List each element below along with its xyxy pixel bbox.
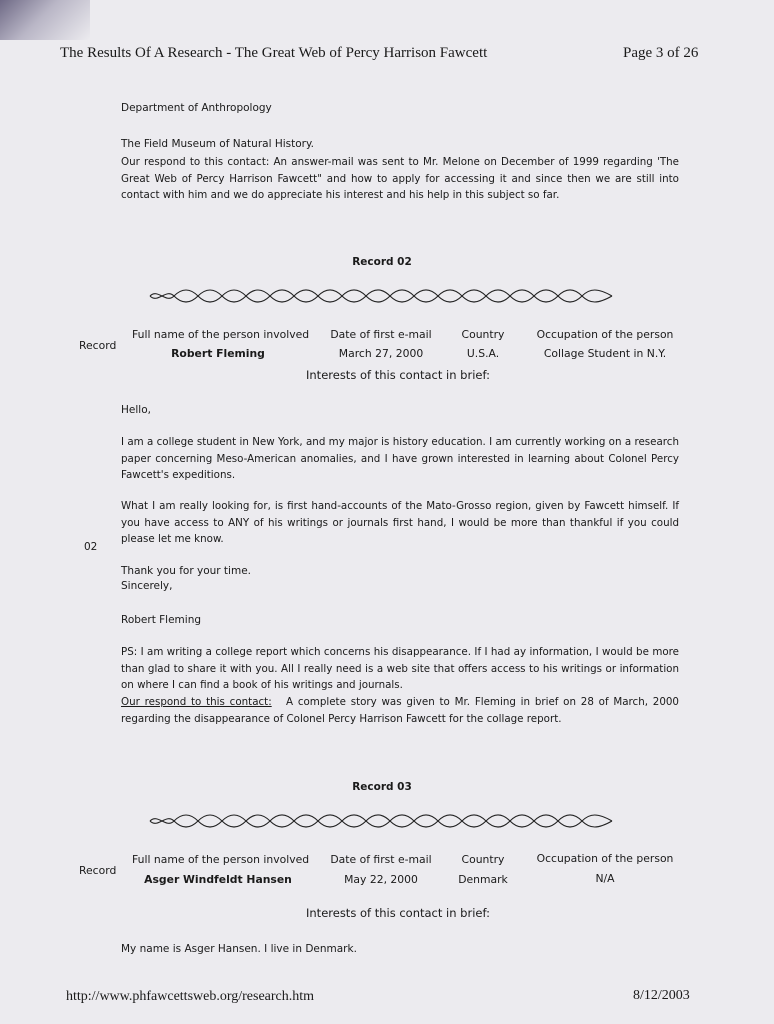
record-03-heading: Record 03 xyxy=(352,781,412,793)
record-02-signature: Robert Fleming xyxy=(121,614,202,626)
record-02-hello: Hello, xyxy=(121,404,151,416)
record-label: Record xyxy=(79,339,117,352)
record-02-paragraph-2: What I am really looking for, is first hand-accounts of the Mato-Grosso region, given by Fawcett himself. If you have access to ANY of his writings or journals first hand, I would be more than thankful if you could please let me know. xyxy=(121,500,679,545)
ornament-divider-02 xyxy=(148,287,614,305)
record-02-sincerely: Sincerely, xyxy=(121,580,173,592)
record-02-heading: Record 02 xyxy=(352,256,412,268)
record-02-respond xyxy=(121,694,679,727)
col-date-header: Date of first e-mail xyxy=(330,853,432,866)
ornament-divider-03 xyxy=(148,812,614,830)
record-03-interests-heading: Interests of this contact in brief: xyxy=(306,906,490,920)
record-02-thanks: Thank you for your time. xyxy=(121,565,251,577)
record-02-occupation: Collage Student in N.Y. xyxy=(543,347,667,360)
col-name-header: Full name of the person involved xyxy=(132,853,310,866)
intro-museum: The Field Museum of Natural History. xyxy=(121,138,315,150)
footer-date: 8/12/2003 xyxy=(633,988,690,1003)
col-country-header: Country xyxy=(461,853,505,866)
record-02-interests-heading: Interests of this contact in brief: xyxy=(306,368,490,382)
record-03-date: May 22, 2000 xyxy=(344,873,418,886)
record-03-occupation: N/A xyxy=(595,872,615,885)
col-country-header: Country xyxy=(461,328,505,341)
record-02-country: U.S.A. xyxy=(466,347,500,360)
record-02-paragraph-1: I am a college student in New York, and my major is history education. I am currently working on a research paper concerning Meso-American anomalies, and I have grown interested in learning about Colonel Percy Fawcett's expeditions. xyxy=(121,436,679,481)
record-03-country: Denmark xyxy=(458,873,508,886)
record-02-respond-text: A complete story was given to Mr. Fleming in brief on 28 of March, 2000 regarding the disappearance of Colonel Percy Harrison Fawcett for the collage report. xyxy=(121,696,679,725)
record-03-name: Asger Windfeldt Hansen xyxy=(144,873,292,886)
intro-department: Department of Anthropology xyxy=(121,102,272,114)
record-02-number: 02 xyxy=(84,541,98,553)
record-03-line-1: My name is Asger Hansen. I live in Denmark. xyxy=(121,943,357,955)
record-label: Record xyxy=(79,864,117,877)
scan-shadow xyxy=(0,0,90,40)
record-02-respond-label: Our respond to this contact: xyxy=(121,696,272,708)
col-occupation-header: Occupation of the person xyxy=(536,852,674,865)
record-02-name: Robert Fleming xyxy=(171,347,265,360)
intro-respond: Our respond to this contact: An answer-mail was sent to Mr. Melone on December of 1999 regarding 'The Great Web of Percy Harrison Fawcett" and how to apply for accessing it and since then we are still into contact with him and we do appreciate his interest and his help in this subject so far. xyxy=(121,156,679,201)
page-number: Page 3 of 26 xyxy=(623,45,699,61)
record-02-ps: PS: I am writing a college report which concerns his disappearance. If I had ay information, I would be more than glad to share it with you. All I really need is a web site that offers access to his writings or information on where I can find a book of his writings and journals. xyxy=(121,646,679,691)
footer-url[interactable]: http://www.phfawcettsweb.org/research.htm xyxy=(66,989,315,1004)
page-header-title: The Results Of A Research - The Great Web of Percy Harrison Fawcett xyxy=(60,45,488,61)
col-occupation-header: Occupation of the person xyxy=(536,328,674,341)
record-02-date: March 27, 2000 xyxy=(338,347,424,360)
col-date-header: Date of first e-mail xyxy=(330,328,432,341)
col-name-header: Full name of the person involved xyxy=(132,328,310,341)
